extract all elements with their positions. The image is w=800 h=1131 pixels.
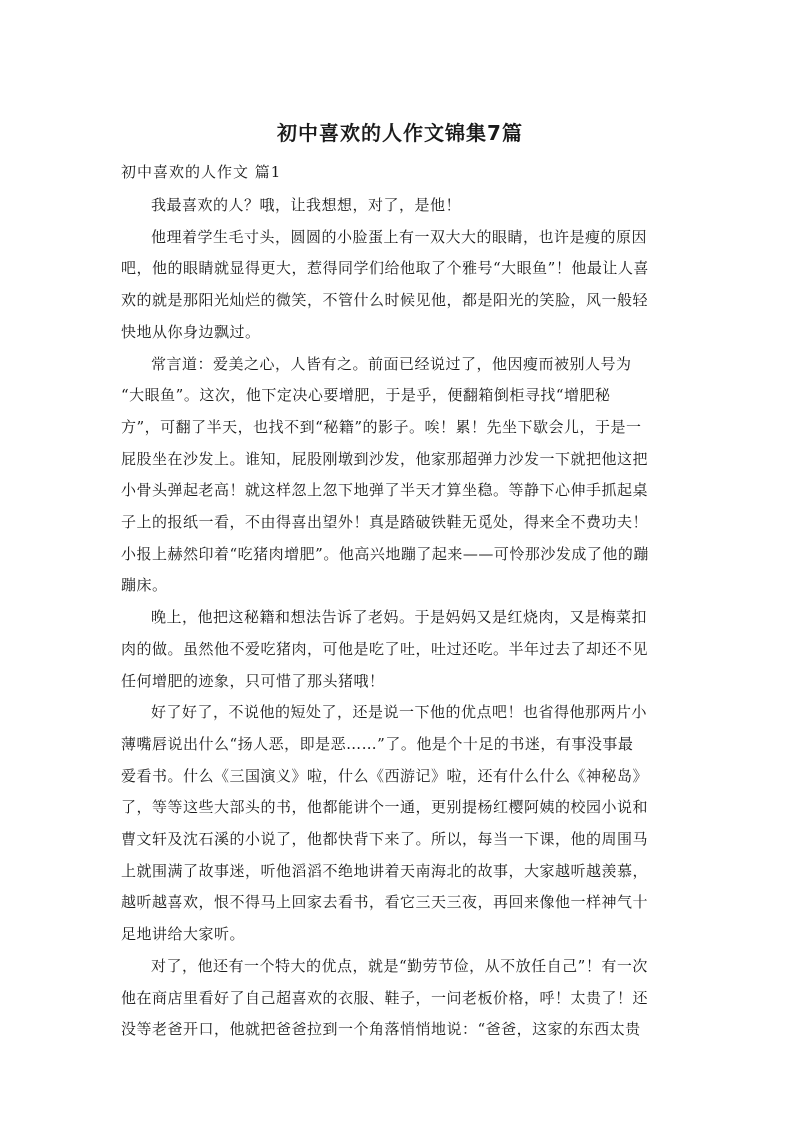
text-line: 吧，他的眼睛就显得更大，惹得同学们给他取了个雅号“大眼鱼”！他最让人喜 [121,259,649,278]
text-line: 肉的做。虽然他不爱吃猪肉，可他是吃了吐，吐过还吃。半年过去了却还不见 [121,639,649,658]
text-line: 爱看书。什么《三国演义》啦，什么《西游记》啦，还有什么什么《神秘岛》 [121,766,649,785]
text-line: 小报上赫然印着“吃猪肉增肥”。他高兴地蹦了起来——可怜那沙发成了他的蹦 [121,544,649,563]
text-line: 小骨头弹起老高！就这样忽上忽下地弹了半天才算坐稳。等静下心伸手抓起桌 [121,481,649,500]
text-line: “大眼鱼”。这次，他下定决心要增肥，于是乎，便翻箱倒柜寻找“增肥秘 [121,386,611,405]
text-line: 上就围满了故事迷，听他滔滔不绝地讲着天南海北的故事，大家越听越羡慕， [121,861,649,880]
text-line: 曹文轩及沈石溪的小说了，他都快背下来了。所以，每当一下课，他的周围马 [121,830,649,849]
text-line: 快地从你身边飘过。 [121,322,261,341]
text-line: 足地讲给大家听。 [121,925,246,944]
text-line: 好了好了，不说他的短处了，还是说一下他的优点吧！也省得他那两片小 [151,703,648,722]
text-line: 没等老爸开口，他就把爸爸拉到一个角落悄悄地说：“爸爸，这家的东西太贵 [121,1020,641,1039]
text-line: 越听越喜欢，恨不得马上回家去看书，看它三天三夜，再回来像他一样神气十 [121,893,649,912]
text-line: 他在商店里看好了自己超喜欢的衣服、鞋子，一问老板价格，呼！太贵了！还 [121,988,649,1007]
text-line: 常言道：爱美之心，人皆有之。前面已经说过了，他因瘦而被别人号为 [151,354,632,373]
text-line: 方”，可翻了半天，也找不到“秘籍”的影子。唉！累！先坐下歇会儿，于是一 [121,417,642,436]
text-line: 任何增肥的迹象，只可惜了那头猪哦！ [121,671,385,690]
document-title: 初中喜欢的人作文锦集7篇 [277,121,523,145]
text-line: 晚上，他把这秘籍和想法告诉了老妈。于是妈妈又是红烧肉，又是梅菜扣 [151,608,648,627]
text-line: 我最喜欢的人？哦，让我想想，对了，是他！ [151,196,462,214]
text-line: 欢的就是那阳光灿烂的微笑，不管什么时候见他，都是阳光的笑脸，风一般轻 [121,291,649,310]
text-line: 了，等等这些大部头的书，他都能讲个一通，更别提杨红樱阿姨的校园小说和 [121,798,649,817]
text-line: 屁股坐在沙发上。谁知，屁股刚墩到沙发，他家那超弹力沙发一下就把他这把 [121,449,649,468]
document-body [121,190,681,1046]
text-line: 对了，他还有一个特大的优点，就是“勤劳节俭，从不放任自己”！有一次 [151,956,648,975]
section-heading: 初中喜欢的人作文 篇1 [121,163,282,181]
text-line: 他理着学生毛寸头，圆圆的小脸蛋上有一双大大的眼睛，也许是瘦的原因 [151,227,648,246]
text-line: 蹦床。 [121,576,168,595]
text-line: 子上的报纸一看，不由得喜出望外！真是踏破铁鞋无觅处，得来全不费功夫！ [121,513,649,532]
text-line: 薄嘴唇说出什么“扬人恶，即是恶……”了。他是个十足的书迷，有事没事最 [121,734,634,753]
